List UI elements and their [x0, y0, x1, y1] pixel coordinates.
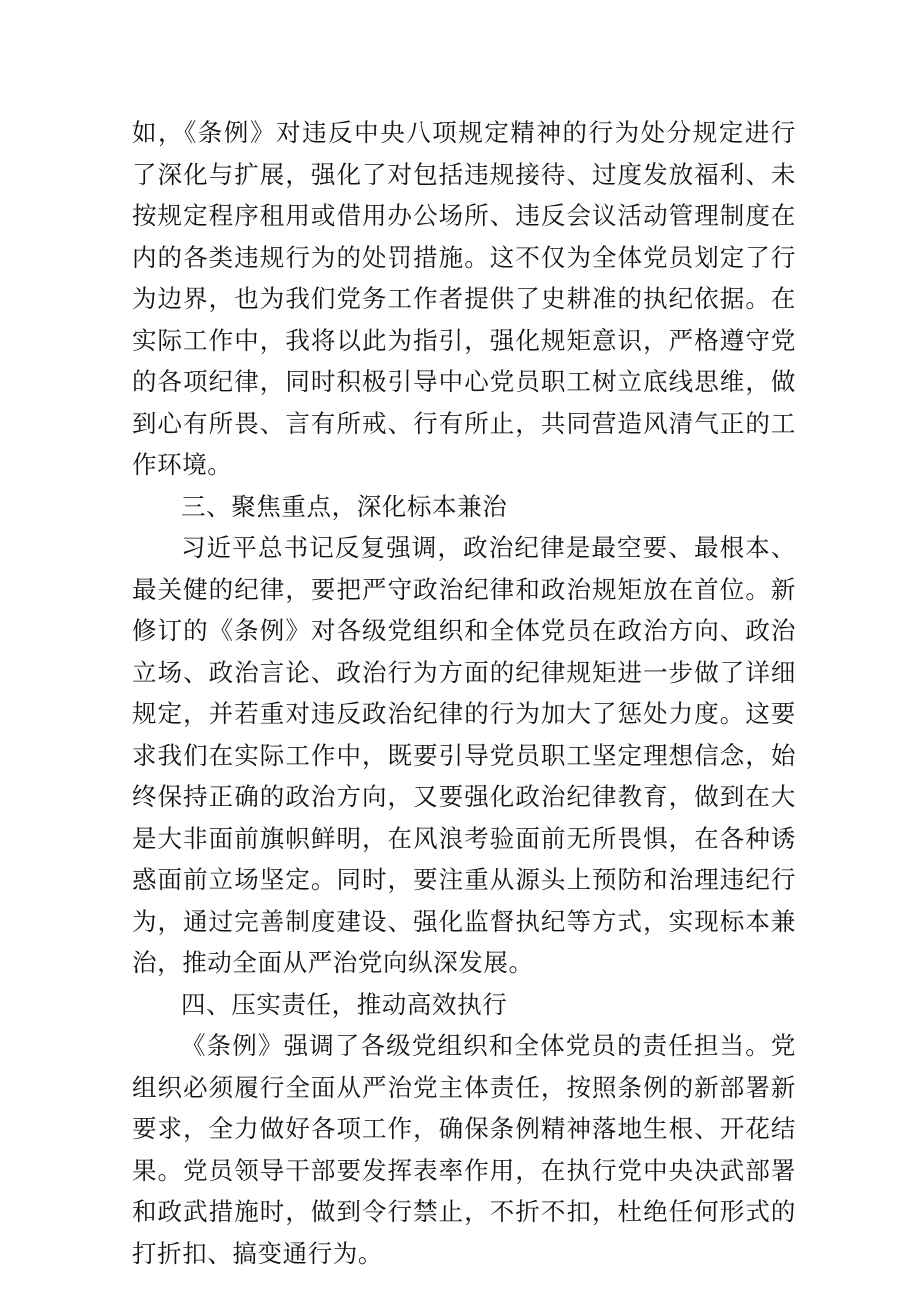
document-body [132, 112, 796, 1274]
paragraph-discipline-rules: 如，《条例》对违反中央八项规定精神的行为处分规定进行了深化与扩展，强化了对包括违规接待、过度发放福利、未按规定程序租用或借用办公场所、违反会议活动管理制度在内的各类违规行为的处罚措施。这不仅为全体党员划定了行为边界，也为我们党务工作者提供了史耕准的执纪依据。在实际工作中，我将以此为指引，强化规矩意识，严格遵守党的各项纪律，同时积极引导中心党员职工树立底线思维，做到心有所畏、言有所戒、行有所止，共同营造风清气正的工作环境。 [132, 118, 796, 479]
section-heading-three: 三、聚焦重点，深化标本兼治 [181, 491, 508, 521]
paragraph-political-discipline: 习近平总书记反复强调，政治纪律是最空要、最根本、最关健的纪律，要把严守政治纪律和政治规矩放在首位。新修订的《条例》对各级党组织和全体党员在政治方向、政治立场、政治言论、政治行为方面的纪律规矩进一步做了详细规定，并若重对违反政治纪律的行为加大了惩处力度。这要求我们在实际工作中，既要引导党员职工坚定理想信念，始终保持正确的政治方向，又要强化政治纪律教育，做到在大是大非面前旗帜鲜明，在风浪考验面前无所畏惧，在各种诱惑面前立场坚定。同时，要注重从源头上预防和治理违纪行为，通过完善制度建设、强化监督执纪等方式，实现标本兼治，推动全面从严治党向纵深发展。 [132, 533, 796, 977]
section-heading-four: 四、压实责任，推动高效执行 [181, 989, 508, 1019]
paragraph-responsibility: 《条例》强调了各级党组织和全体党员的责任担当。党组织必须履行全面从严治党主体责任，按照条例的新部署新要求，全力做好各项工作，确保条例精神落地生根、开花结果。党员领导干部要发挥表率作用，在执行党中央决武部署和政武措施时，做到令行禁止，不折不扣，杜绝任何形式的打折扣、搞变通行为。 [132, 1031, 796, 1268]
